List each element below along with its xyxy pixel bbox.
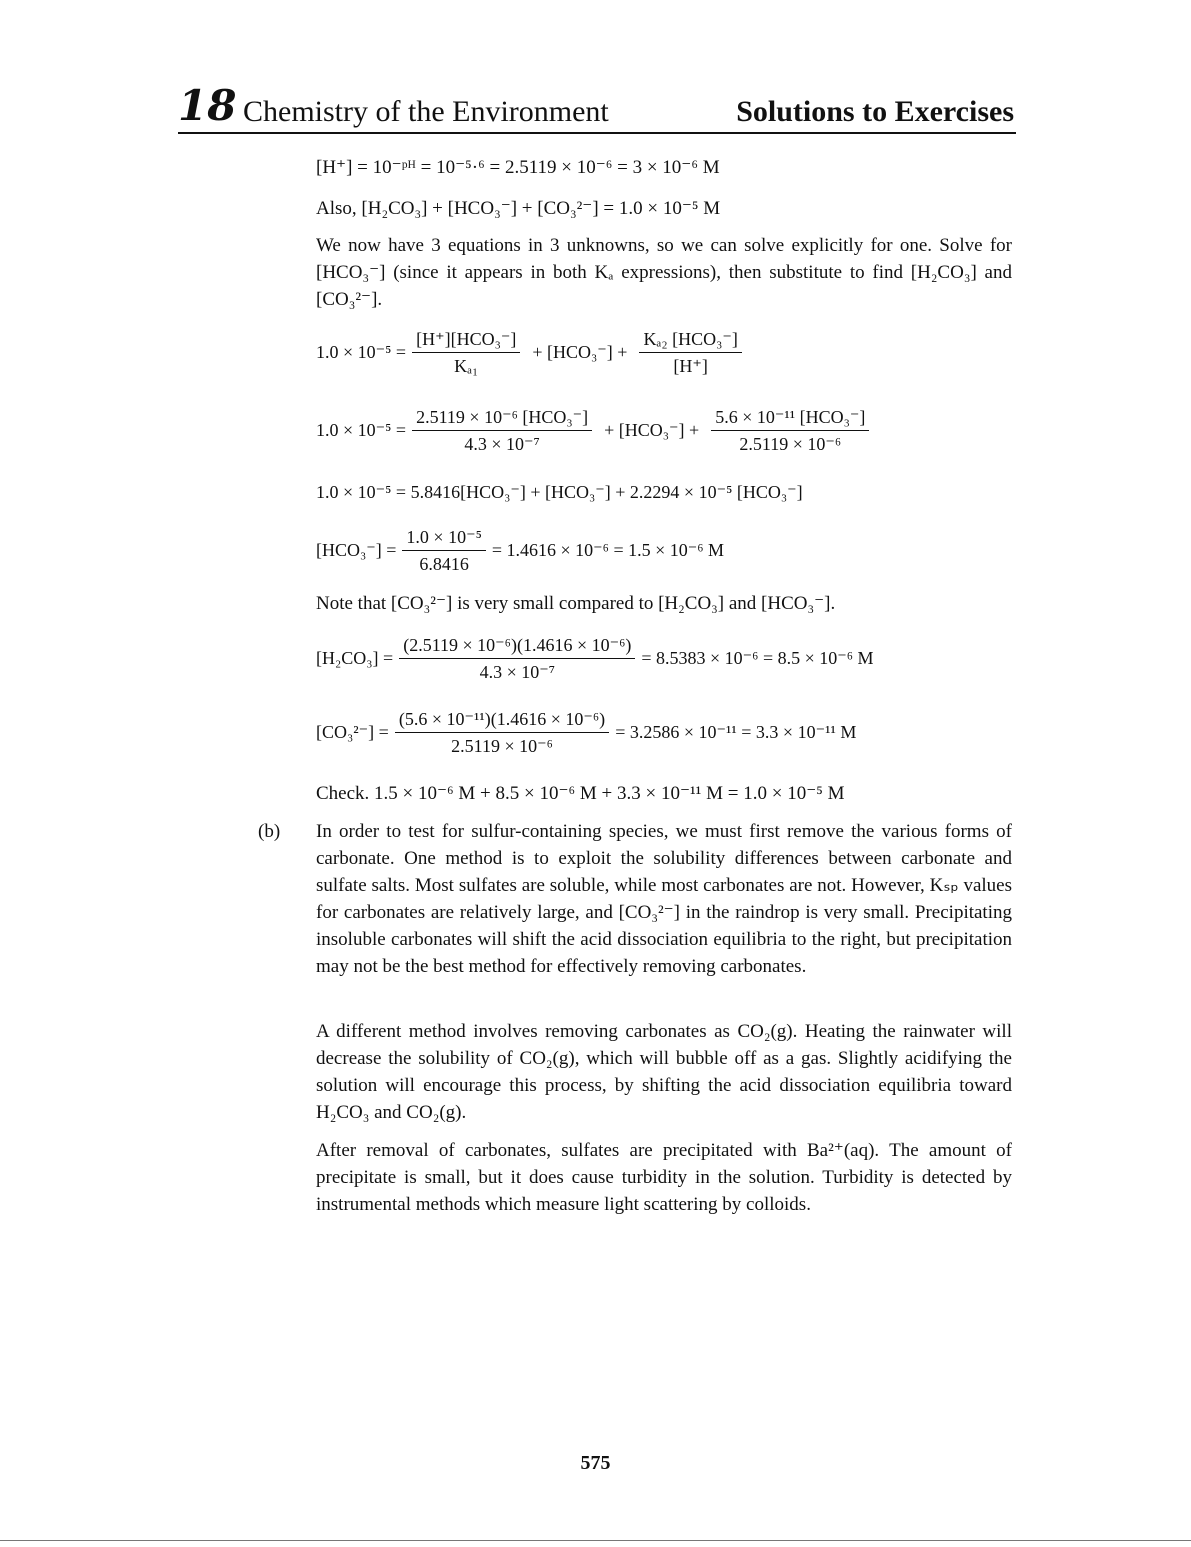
eq2-f2-denominator: 2.5119 × 10⁻⁶ [739, 433, 842, 454]
equation-5 [316, 628, 874, 688]
eq2-f2-numerator: 5.6 × 10⁻¹¹ [HCO₃⁻] [711, 406, 869, 431]
three-equations-paragraph: We now have 3 equations in 3 unknowns, so we can solve explicitly for one. Solve for [HCO₃⁻] (since it appears in both Kₐ expressions), then substitute to find [H₂CO₃] and [CO₃²⁻]. [316, 235, 1012, 310]
eq1-middle: + [HCO₃⁻] + [532, 341, 628, 362]
eq1-f2-numerator: Kₐ₂ [HCO₃⁻] [639, 328, 741, 353]
part-b-paragraph-2: A different method involves removing carbonates as CO₂(g). Heating the rainwater will decrease the solubility of CO₂(g), which will bubble off as a gas. Slightly acidifying the solution will encourage this process, by shifting the acid dissociation equilibria toward H₂CO₃ and CO₂(g). [316, 1021, 1012, 1123]
eq1-f2-denominator: [H⁺] [673, 355, 708, 376]
eq4-fraction [402, 526, 485, 575]
eq1-f1-denominator: Kₐ₁ [454, 355, 479, 376]
eq1-fraction-1 [412, 328, 520, 377]
eq2-lhs: 1.0 × 10⁻⁵ = [316, 419, 407, 440]
eq5-lhs: [H₂CO₃] = [316, 647, 394, 668]
section-title: Solutions to Exercises [736, 95, 1014, 128]
eq1-lhs: 1.0 × 10⁻⁵ = [316, 341, 407, 362]
eq5-denominator: 4.3 × 10⁻⁷ [479, 661, 555, 682]
eq6-rhs: = 3.2586 × 10⁻¹¹ = 3.3 × 10⁻¹¹ M [615, 721, 857, 742]
equation-3: 1.0 × 10⁻⁵ = 5.8416[HCO₃⁻] + [HCO₃⁻] + 2.2294 × 10⁻⁵ [HCO₃⁻] [316, 482, 803, 502]
total-carbonate-line: Also, [H₂CO₃] + [HCO₃⁻] + [CO₃²⁻] = 1.0 × 10⁻⁵ M [316, 198, 721, 219]
eq5-rhs: = 8.5383 × 10⁻⁶ = 8.5 × 10⁻⁶ M [641, 647, 874, 668]
page-number: 575 [580, 1452, 611, 1474]
eq6-denominator: 2.5119 × 10⁻⁶ [451, 735, 553, 756]
eq2-middle: + [HCO₃⁻] + [604, 419, 700, 440]
part-b-paragraph-3: After removal of carbonates, sulfates are precipitated with Ba²⁺(aq). The amount of precipitate is small, but it does cause turbidity in the solution. Turbidity is detected by instrumental methods which measure light scattering by colloids. [316, 1140, 1012, 1215]
check-line: Check. 1.5 × 10⁻⁶ M + 8.5 × 10⁻⁶ M + 3.3 × 10⁻¹¹ M = 1.0 × 10⁻⁵ M [316, 783, 845, 804]
chapter-title: Chemistry of the Environment [243, 95, 609, 128]
eq2-f1-numerator: 2.5119 × 10⁻⁶ [HCO₃⁻] [412, 406, 592, 431]
eq2-fraction-1 [412, 406, 592, 455]
eq1-fraction-2 [639, 328, 741, 377]
eq6-lhs: [CO₃²⁻] = [316, 721, 389, 742]
equation-6 [316, 702, 856, 762]
eq2-fraction-2 [711, 406, 869, 455]
part-b-paragraph-1: In order to test for sulfur-containing species, we must first remove the various forms of carbonate. One method is to exploit the solubility differences between carbonate and sulfate salts. Most sulfates are soluble, while most carbonates are not. However, Kₛₚ values for carbonates are relatively large, and [CO₃²⁻] in the raindrop is very small. Precipitating insoluble carbonates will shift the acid dissociation equilibria to the right, but precipitation may not be the best method for effectively removing carbonates. [316, 821, 1012, 977]
eq4-lhs: [HCO₃⁻] = [316, 539, 397, 560]
equation-2 [316, 400, 875, 460]
eq5-fraction [399, 634, 635, 683]
part-b-label: (b) [258, 821, 281, 842]
page-bottom-rule [0, 1540, 1191, 1541]
eq4-denominator: 6.8416 [419, 553, 469, 574]
eq4-numerator: 1.0 × 10⁻⁵ [402, 526, 485, 551]
h-concentration-line: [H⁺] = 10⁻ᵖᴴ = 10⁻⁵·⁶ = 2.5119 × 10⁻⁶ = 3 × 10⁻⁶ M [316, 157, 720, 178]
eq6-numerator: (5.6 × 10⁻¹¹)(1.4616 × 10⁻⁶) [395, 708, 609, 733]
eq1-f1-numerator: [H⁺][HCO₃⁻] [412, 328, 520, 353]
eq2-f1-denominator: 4.3 × 10⁻⁷ [464, 433, 540, 454]
equation-1 [316, 322, 748, 382]
eq6-fraction [395, 708, 609, 757]
page-header [178, 81, 1016, 134]
eq4-rhs: = 1.4616 × 10⁻⁶ = 1.5 × 10⁻⁶ M [491, 539, 725, 560]
eq5-numerator: (2.5119 × 10⁻⁶)(1.4616 × 10⁻⁶) [399, 634, 635, 659]
equation-4 [316, 520, 724, 580]
note-line: Note that [CO₃²⁻] is very small compared to [H₂CO₃] and [HCO₃⁻]. [316, 593, 836, 614]
chapter-number: 18 [178, 81, 237, 130]
